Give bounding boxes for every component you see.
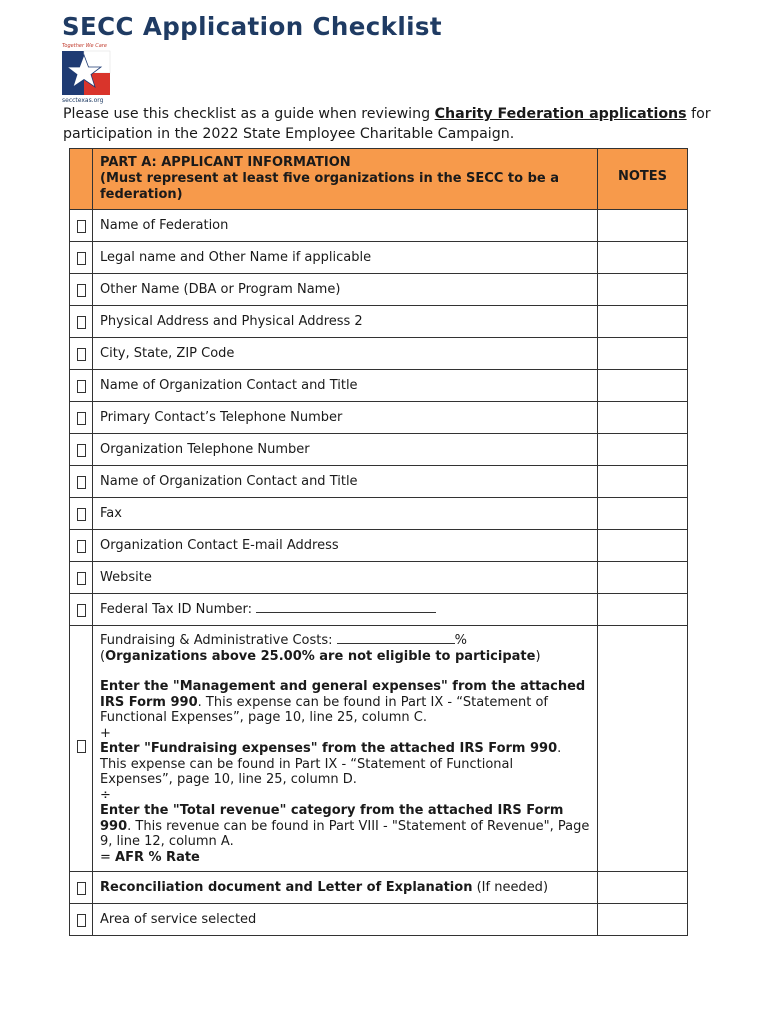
tax-id-label: Federal Tax ID Number: — [100, 602, 257, 617]
notes-cell[interactable] — [598, 242, 688, 274]
notes-cell[interactable] — [598, 530, 688, 562]
checklist-item — [93, 306, 598, 338]
checklist-item — [93, 434, 598, 466]
logo-url: secctexas.org — [62, 97, 104, 104]
checklist-row-fundraising — [70, 626, 688, 872]
intro-paragraph — [63, 105, 723, 144]
checklist-row — [70, 370, 688, 402]
fundraising-line — [100, 850, 590, 866]
notes-cell[interactable] — [598, 338, 688, 370]
fundraising-line — [100, 788, 590, 804]
checklist-row-reconciliation — [70, 872, 688, 904]
checklist-item — [93, 274, 598, 306]
afr-rate: AFR % Rate — [115, 849, 200, 865]
fundraising-line — [100, 803, 590, 850]
step1-bold: Enter the "Management and general expenses" from the attached IRS Form 990 — [100, 679, 586, 710]
checklist-item-label: Name of Organization Contact and Title — [100, 377, 358, 393]
intro-text-after: for participation in the 2022 State Employee Charitable Campaign. — [63, 106, 711, 142]
checkbox-cell[interactable] — [70, 498, 93, 530]
notes-cell[interactable] — [598, 402, 688, 434]
checklist-row-area-of-service — [70, 904, 688, 936]
table-header-row — [70, 149, 688, 210]
checklist-row — [70, 498, 688, 530]
checklist-row — [70, 338, 688, 370]
checkbox-icon[interactable] — [77, 476, 86, 489]
notes-cell[interactable] — [598, 872, 688, 904]
checklist-item — [93, 338, 598, 370]
checklist-item-label: Primary Contact’s Telephone Number — [100, 409, 343, 425]
notes-cell[interactable] — [598, 274, 688, 306]
result-prefix: = — [100, 849, 116, 865]
notes-cell[interactable] — [598, 562, 688, 594]
checkbox-cell[interactable] — [70, 466, 93, 498]
checkbox-icon[interactable] — [77, 284, 86, 297]
checkbox-cell[interactable] — [70, 626, 93, 872]
checkbox-icon[interactable] — [77, 540, 86, 553]
fundraising-line — [100, 649, 590, 665]
checkbox-cell[interactable] — [70, 904, 93, 936]
checkbox-icon[interactable] — [77, 572, 86, 585]
checklist-item-label: Name of Federation — [100, 217, 229, 233]
checklist-item-label: Fax — [100, 505, 122, 521]
checklist-item-label: Organization Telephone Number — [100, 441, 310, 457]
fundraising-item — [93, 626, 598, 872]
part-a-title: PART A: APPLICANT INFORMATION — [100, 155, 351, 170]
step3-text: . This revenue can be found in Part VIII - "Statement of Revenue", Page 9, line 12, column A. — [100, 818, 590, 849]
logo-tagline: Together We Care — [62, 43, 107, 49]
checkbox-icon[interactable] — [77, 380, 86, 393]
notes-header: NOTES — [598, 149, 688, 210]
area-of-service-item — [93, 904, 598, 936]
notes-cell[interactable] — [598, 370, 688, 402]
checklist-row-tax-id — [70, 594, 688, 626]
notes-cell[interactable] — [598, 210, 688, 242]
step1-text: . This expense can be found in Part IX - “Statement of Functional Expenses”, page 10, line 25, column C. — [100, 694, 548, 725]
checklist-item — [93, 562, 598, 594]
checkbox-cell[interactable] — [70, 594, 93, 626]
checklist-item — [93, 242, 598, 274]
checkbox-cell[interactable] — [70, 530, 93, 562]
checklist-item-label: Legal name and Other Name if applicable — [100, 249, 372, 265]
divide-sign: ÷ — [100, 787, 111, 803]
step2-text: . This expense can be found in Part IX - “Statement of Functional Expenses”, page 10, line 25, column D. — [100, 741, 562, 787]
page-title: SECC Application Checklist — [62, 12, 443, 41]
checkbox-cell[interactable] — [70, 242, 93, 274]
checklist-item-label: Organization Contact E-mail Address — [100, 537, 339, 553]
checklist-row — [70, 306, 688, 338]
checklist-item — [93, 370, 598, 402]
notes-cell[interactable] — [598, 498, 688, 530]
checkbox-icon[interactable] — [77, 882, 86, 895]
reconciliation-label: Reconciliation document and Letter of Explanation — [100, 879, 473, 895]
step3-bold: Enter the "Total revenue" category from the attached IRS Form 990 — [100, 803, 564, 834]
fundraising-label: Fundraising & Administrative Costs: — [100, 633, 337, 648]
checklist-row — [70, 466, 688, 498]
notes-cell[interactable] — [598, 434, 688, 466]
checkbox-icon[interactable] — [77, 604, 86, 617]
area-of-service-label: Area of service selected — [100, 911, 257, 927]
pct-sign: % — [454, 633, 467, 648]
note-open: ( — [100, 648, 106, 664]
checklist-item-label: Name of Organization Contact and Title — [100, 473, 358, 489]
checkbox-icon[interactable] — [77, 252, 86, 265]
checklist-item — [93, 498, 598, 530]
part-a-header — [93, 149, 598, 210]
checkbox-cell[interactable] — [70, 872, 93, 904]
checkbox-icon[interactable] — [77, 412, 86, 425]
step2-bold: Enter "Fundraising expenses" from the attached IRS Form 990 — [100, 741, 558, 756]
checkbox-cell[interactable] — [70, 274, 93, 306]
checkbox-cell[interactable] — [70, 210, 93, 242]
checklist-row — [70, 562, 688, 594]
checklist-row — [70, 242, 688, 274]
checklist-item — [93, 466, 598, 498]
checklist-row — [70, 274, 688, 306]
checklist-row — [70, 434, 688, 466]
notes-cell[interactable] — [598, 466, 688, 498]
checklist-item-label: City, State, ZIP Code — [100, 345, 235, 361]
checklist-item-label: Physical Address and Physical Address 2 — [100, 313, 363, 329]
note-close: ) — [535, 648, 541, 664]
afr-blank[interactable] — [337, 632, 455, 644]
notes-cell[interactable] — [598, 594, 688, 626]
fundraising-line — [100, 632, 590, 649]
checkbox-cell[interactable] — [70, 434, 93, 466]
checkbox-cell[interactable] — [70, 306, 93, 338]
fundraising-line — [100, 726, 590, 742]
checklist-row — [70, 530, 688, 562]
checklist-row — [70, 210, 688, 242]
reconciliation-item — [93, 872, 598, 904]
checkbox-icon[interactable] — [77, 316, 86, 329]
eligibility-note: Organizations above 25.00% are not eligible to participate — [105, 648, 536, 664]
checkbox-icon[interactable] — [77, 508, 86, 521]
reconciliation-note: (If needed) — [472, 879, 549, 895]
fundraising-line — [100, 664, 590, 679]
checkbox-icon[interactable] — [77, 914, 86, 927]
fundraising-line — [100, 679, 590, 726]
checklist-table — [69, 148, 688, 936]
plus-sign: + — [100, 725, 111, 741]
checkbox-icon[interactable] — [77, 444, 86, 457]
star-logo-icon — [62, 43, 114, 105]
checklist-item — [93, 402, 598, 434]
tax-id-item — [93, 594, 598, 626]
checklist-row — [70, 402, 688, 434]
checkbox-cell[interactable] — [70, 338, 93, 370]
intro-text: Please use this checklist as a guide when reviewing — [63, 106, 435, 122]
header-checkbox-cell — [70, 149, 93, 210]
notes-cell[interactable] — [598, 904, 688, 936]
part-a-subtitle: (Must represent at least five organizations in the SECC to be a federation) — [100, 171, 559, 202]
tax-id-blank[interactable] — [256, 601, 436, 613]
checkbox-icon[interactable] — [77, 348, 86, 361]
checklist-item-label: Website — [100, 569, 152, 585]
checkbox-cell[interactable] — [70, 370, 93, 402]
checkbox-cell[interactable] — [70, 562, 93, 594]
checkbox-icon[interactable] — [77, 220, 86, 233]
checklist-item — [93, 210, 598, 242]
checklist-item — [93, 530, 598, 562]
notes-cell[interactable] — [598, 306, 688, 338]
notes-cell[interactable] — [598, 626, 688, 872]
checkbox-cell[interactable] — [70, 402, 93, 434]
charity-federation-link[interactable]: Charity Federation applications — [434, 106, 687, 122]
checkbox-icon[interactable] — [77, 740, 86, 753]
checklist-item-label: Other Name (DBA or Program Name) — [100, 281, 341, 297]
fundraising-line — [100, 741, 590, 788]
